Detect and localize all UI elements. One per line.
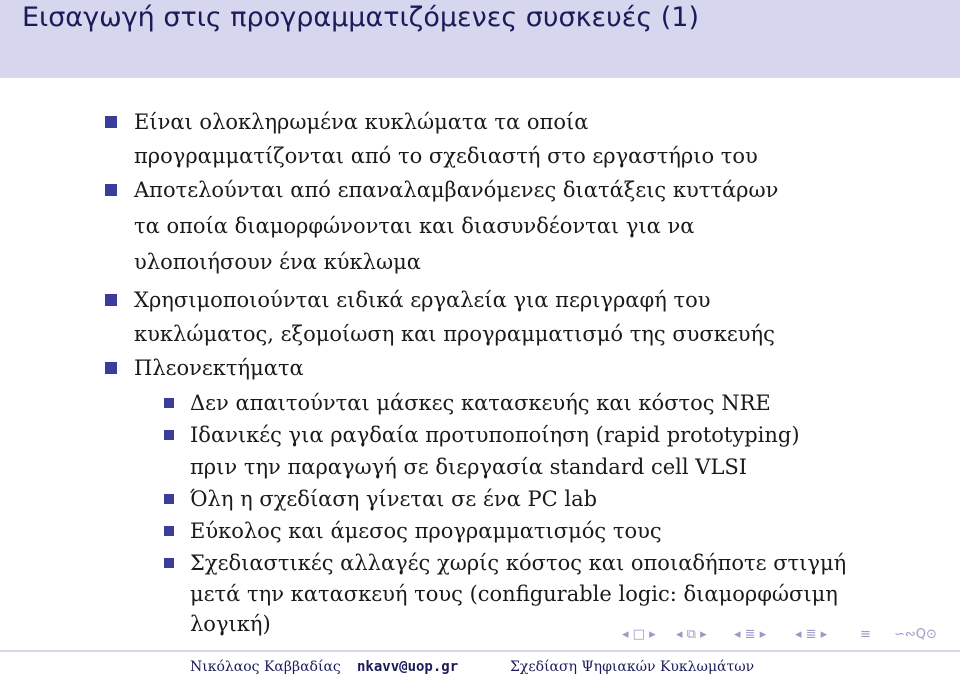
sub-bullet-marker [164,494,174,504]
sub-bullet-3-line-1: Όλη η σχεδίαση γίνεται σε ένα PC lab [190,487,598,511]
footer-email: nkavv@uop.gr [357,659,459,675]
bullet-4-line-1: Πλεονεκτήματα [134,356,304,380]
bullet-2-line-3: υλοποιήσουν ένα κύκλωμα [134,250,421,274]
bullet-2-line-2: τα οποία διαμορφώνονται και διασυνδέονται για να [134,214,695,238]
bullet-marker [105,294,117,306]
sub-bullet-marker [164,526,174,536]
nav-section2-controls[interactable]: ◂ ≣ ▸ [795,627,828,642]
nav-subsection-controls[interactable]: ◂ ⧉ ▸ [676,627,707,642]
sub-bullet-marker [164,398,174,408]
sub-bullet-marker [164,430,174,440]
footer-course-title: Σχεδίαση Ψηφιακών Κυκλωμάτων [510,659,755,675]
footer-author: Νικόλαος Καββαδίας [190,659,341,675]
sub-bullet-5-line-2: μετά την κατασκευή τους (configurable logic: διαμορφώσιμη [190,582,838,606]
sub-bullet-2-line-1: Ιδανικές για ραγδαία προτυποποίηση (rapid prototyping) [190,423,800,447]
bullet-1-line-1: Είναι ολοκληρωμένα κυκλώματα τα οποία [134,110,589,134]
bullet-1-line-2: προγραμματίζονται από το σχεδιαστή στο εργαστήριο του [134,144,758,168]
sub-bullet-5-line-3: λογική) [190,612,271,636]
sub-bullet-marker [164,558,174,568]
bullet-marker [105,116,117,128]
footer-bar [0,650,960,682]
nav-align-icon[interactable]: ≡ [860,627,871,642]
bullet-3-line-2: κυκλώματος, εξομοίωση και προγραμματισμό της συσκευής [134,322,775,346]
slide-title: Εισαγωγή στις προγραμματιζόμενες συσκευές (1) [22,2,700,33]
sub-bullet-4-line-1: Εύκολος και άμεσος προγραμματισμός τους [190,519,662,543]
nav-search-icon[interactable]: ∽∾Q⊙ [894,627,937,642]
sub-bullet-5-line-1: Σχεδιαστικές αλλαγές χωρίς κόστος και οποιαδήποτε στιγμή [190,551,847,575]
bullet-marker [105,362,117,374]
sub-bullet-2-line-2: πριν την παραγωγή σε διεργασία standard cell VLSI [190,455,748,479]
nav-frame-controls[interactable]: ◂ □ ▸ [622,627,656,642]
bullet-3-line-1: Χρησιμοποιούνται ειδικά εργαλεία για περιγραφή του [134,288,711,312]
bullet-marker [105,184,117,196]
nav-section-controls[interactable]: ◂ ≣ ▸ [734,627,767,642]
sub-bullet-1-line-1: Δεν απαιτούνται μάσκες κατασκευής και κόστος NRE [190,391,771,415]
bullet-2-line-1: Αποτελούνται από επαναλαμβανόμενες διατάξεις κυττάρων [134,178,779,202]
